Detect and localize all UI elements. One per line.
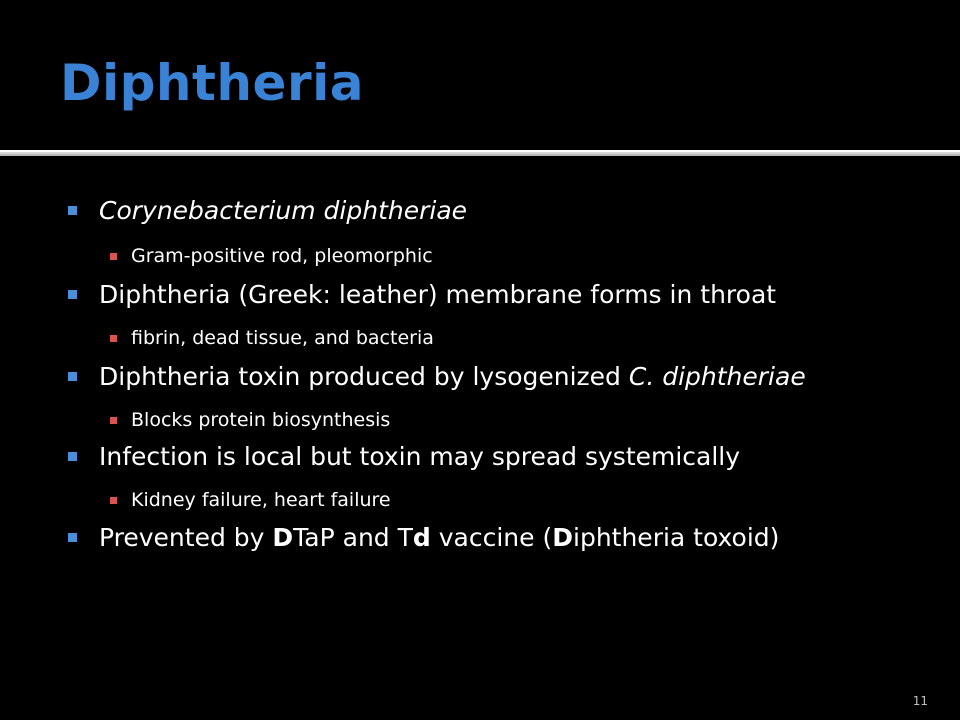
bullet-text: Corynebacterium diphtheriae	[99, 196, 468, 225]
bullet-text-part: iphtheria toxoid)	[573, 523, 780, 552]
sub-bullet-item	[110, 409, 390, 431]
bullet-text	[99, 523, 779, 552]
square-bullet-icon	[68, 452, 77, 461]
sub-bullet-item	[110, 327, 434, 349]
bullet-item	[68, 362, 806, 391]
slide-content	[0, 156, 960, 720]
sub-bullet-text: Kidney failure, heart failure	[131, 489, 391, 511]
bullet-item	[68, 280, 776, 309]
bullet-item	[68, 442, 740, 471]
bullet-text-part: Diphtheria toxin produced by lysogenized	[99, 362, 629, 391]
page-number: 11	[912, 694, 928, 708]
sub-bullet-item	[110, 489, 391, 511]
square-bullet-icon	[110, 253, 117, 260]
title-bar	[0, 0, 960, 150]
square-bullet-icon	[68, 372, 77, 381]
bullet-item	[68, 196, 467, 225]
bullet-text: Infection is local but toxin may spread systemically	[99, 442, 741, 471]
bullet-item	[68, 523, 779, 552]
organism-name: C. diphtheriae	[628, 362, 806, 391]
bullet-text-part: Prevented by	[99, 523, 273, 552]
sub-bullet-item	[110, 245, 433, 267]
bold-letter: D	[272, 523, 294, 552]
square-bullet-icon	[68, 290, 77, 299]
bullet-text: Diphtheria (Greek: leather) membrane forms in throat	[99, 280, 777, 309]
square-bullet-icon	[68, 206, 77, 215]
sub-bullet-text: fibrin, dead tissue, and bacteria	[131, 327, 434, 349]
slide-title: Diphtheria	[60, 54, 364, 112]
square-bullet-icon	[110, 497, 117, 504]
sub-bullet-text: Gram-positive rod, pleomorphic	[131, 245, 433, 267]
square-bullet-icon	[110, 335, 117, 342]
bullet-text-part: vaccine (	[430, 523, 553, 552]
square-bullet-icon	[68, 533, 77, 542]
square-bullet-icon	[110, 417, 117, 424]
bullet-text-part: TaP and T	[293, 523, 413, 552]
bold-letter: d	[412, 523, 431, 552]
bold-letter: D	[552, 523, 573, 552]
sub-bullet-text: Blocks protein biosynthesis	[131, 409, 391, 431]
bullet-text	[99, 362, 806, 391]
